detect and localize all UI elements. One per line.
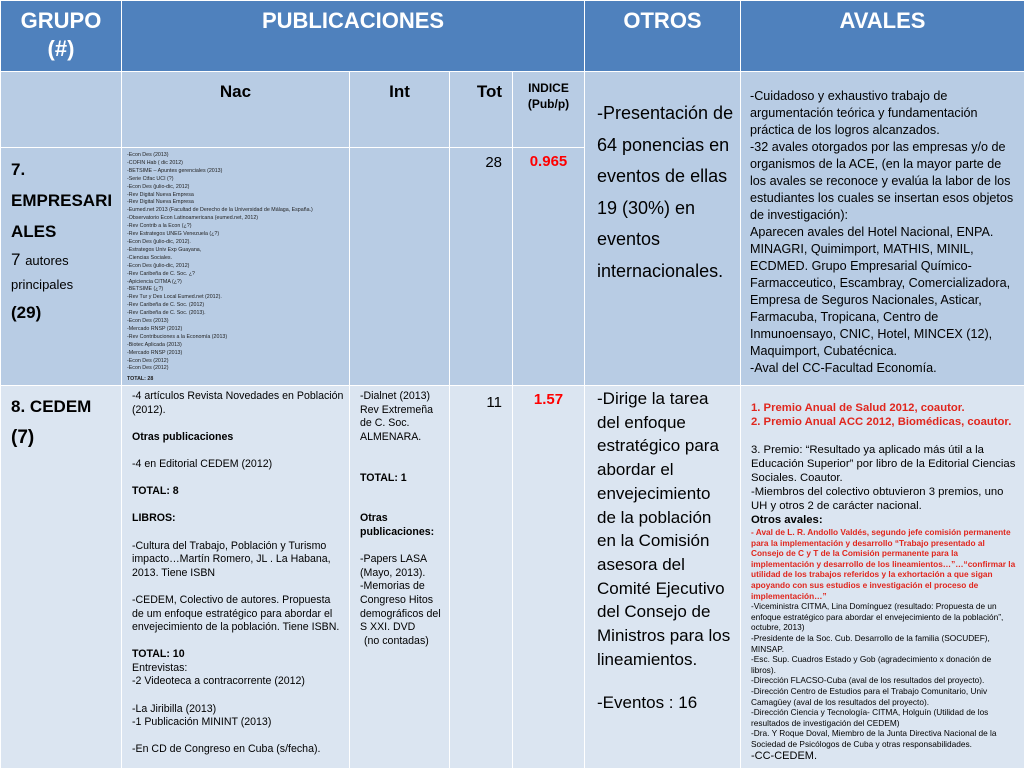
row8-int-h1: Otras publicaciones: [360, 512, 435, 538]
row8-nac [122, 386, 350, 768]
row8-nac-h1: Otras publicaciones [132, 430, 234, 443]
row8-aval-p3: 3. Premio: “Resultado ya aplicado más útil a la Educación Superior” por libro de la Editorial Ciencias Sociales. Coautor. [751, 444, 1016, 484]
row8-avales [741, 386, 1024, 768]
row7-principals: principales [11, 277, 74, 292]
row7-nac-item: -Econ Des (2012) [127, 365, 169, 372]
row7-avales: -Cuidadoso y exhaustivo trabajo de argumentación teórica y fundamentación práctica de los logros alcanzados. -32 avales otorgados por las empresas y/o de organismos de la ACE, (en la mayor parte de los avales se reconoce y evalúa la labor de los estudiantes los cuales se insertan esos objetos de investigación): Aparecen avales del Hotel Nacional, ENPA. MINAGRI, Quimimport, MATHIS, MINIL, ECDMED. Grupo Empresarial Químico- Farmacceutico, Escambray, Comercializadora, Empresa de Seguros Nacionales, Asticar, Farmacuba, Tropicana, Centro de Inmunoensayo, CNIC, Hotel, MINCEX (12), Maquimport, Cubatécnica. -Aval del CC-Facultad Economía. [741, 72, 1024, 386]
row7-nac-item: -Eumed.net 2013 (Facultad de Derecho de la Universidad de Málaga, España.) [127, 207, 313, 214]
row7-nac-item: -Rev Caribeña de C. Soc. ¿? [127, 270, 196, 277]
row7-nac-item: -Rev Caribeña de C. Soc. (2013). [127, 310, 206, 317]
row8-tot: 11 [450, 386, 513, 768]
row7-nac-item: -Mercado RNSP (2012) [127, 325, 183, 332]
row8-nac-h3: Entrevistas: [132, 661, 188, 674]
row8-otros-text: -Dirige la tarea del enfoque estratégico para abordar el envejecimiento de la población en la Comisión asesora del Comité Ejecutivo del Consejo de Ministros para los lineamientos. [597, 389, 731, 669]
row8-number: 8. [11, 397, 26, 416]
row7-nac-list [122, 148, 349, 384]
row7-nac-item: -Econ Des (2013) [127, 318, 169, 325]
row8-nac-l3: -Cultura del Trabajo, Población y Turismo impacto…Martín Romero, JL . La Habana, 2013. Tiene ISBN [132, 539, 331, 579]
row7-nac-item: -Rev Estrategos UNEG Venezuela (¿?) [127, 231, 220, 238]
row8-count: (7) [11, 427, 35, 448]
row-cedem [1, 386, 1024, 768]
row7-nac-item: -Rev Caribeña de C. Soc. (2012) [127, 302, 205, 309]
row8-aval-s2: -Presidente de la Soc. Cub. Desarrollo de la familia (SOCUDEF), MINSAP. [751, 632, 990, 654]
row8-group [1, 386, 122, 768]
row8-nac-t1: TOTAL: 8 [132, 485, 179, 498]
row7-nac-item: -BETSIME – Apuntes gerenciales (2013) [127, 167, 223, 174]
row8-int-l4: (no contadas) [364, 634, 429, 647]
row8-aval-s3: -Esc. Sup. Cuadros Estado y Gob (agradecimiento x donación de libros). [751, 654, 992, 675]
row7-nac-item: -BETSIME (¿?) [127, 286, 164, 293]
row7-int [350, 148, 450, 386]
row8-indice: 1.57 [513, 386, 585, 768]
row8-aval-s4: -Dirección FLACSO-Cuba (aval de los resultados del proyecto). [751, 675, 985, 686]
row8-nac-l7: -1 Publicación MININT (2013) [132, 716, 272, 729]
header-grupo: GRUPO (#) [1, 1, 122, 72]
row8-nac-l4: -CEDEM, Colectivo de autores. Propuesta de um enfoque estratégico para abordar el envejecimiento de la población. Tiene ISBN. [132, 593, 340, 634]
row7-nac-item: -Ciencias Sociales. [127, 254, 173, 261]
row8-nac-h2: LIBROS: [132, 512, 176, 525]
row8-aval-h1: Otros avales: [751, 514, 823, 526]
row7-authors: 7 [11, 250, 21, 269]
row7-nac-item: -Mercado RNSP (2013) [127, 349, 183, 356]
header-row [1, 1, 1024, 72]
row8-aval-r1: - Aval de L. R. Andollo Valdés, segundo jefe comisión permanente para la implementación y desarrollo “Trabajo presentado al Consejo de C y T de la Comisión permanente para la implementación y desarrollo de los lineamientos…”…“confirmar la utilidad de los trabajos referidos y la exhortación a que sigan apoyando con sus estudios e investigación el proceso de implementación…” [751, 527, 1016, 601]
row8-nac-l6: -La Jiribilla (2013) [132, 702, 217, 715]
row7-indice: 0.965 [513, 148, 585, 386]
subheader-empty [1, 72, 122, 148]
subheader-tot: Tot [450, 72, 513, 148]
row7-nac-item: -COFIN Hab ( dic 2012) [127, 159, 183, 166]
subheader-nac: Nac [122, 72, 350, 148]
row8-int-l3: -Memorias de Congreso Hitos demográficos del S XXI. DVD [360, 580, 441, 634]
row8-aval-s1: -Viceministra CITMA, Lina Domínguez (resultado: Propuesta de un enfoque estratégico para abordar el envejecimiento de la población”, octubre, 2013) [751, 601, 1004, 633]
row8-otros [585, 386, 741, 768]
row7-nac-item: -Rev Digital Nueva Empresa [127, 199, 194, 206]
row8-nac-l2: -4 en Editorial CEDEM (2012) [132, 457, 273, 470]
row7-nac-item: -Rev Contribuciones a la Economía (2013) [127, 333, 228, 340]
row7-tot: 28 [450, 148, 513, 386]
row7-otros: -Presentación de 64 ponencias en eventos de ellas 19 (30%) en eventos internacionales. [585, 72, 741, 386]
header-publicaciones: PUBLICACIONES [122, 1, 585, 72]
row8-name: CEDEM [29, 397, 92, 416]
row7-nac-item: -Serie Ctfac UCI (?) [127, 175, 174, 182]
header-avales: AVALES [741, 1, 1024, 72]
row7-nac-item: -Biotec Aplicada (2013) [127, 341, 182, 348]
row8-aval-s5: -Dirección Centro de Estudios para el Trabajo Comunitario, Univ Camagüey (aval de los resultados del proyecto). [751, 685, 988, 707]
row8-otros-eventos: -Eventos : 16 [597, 693, 698, 713]
row8-nac-l8: -En CD de Congreso en Cuba (s/fecha). [132, 743, 321, 756]
row8-nac-l1: -4 artículos Revista Novedades en Población (2012). [132, 390, 344, 416]
row7-nac-item: -Econ Des (julio-dic, 2012) [127, 183, 190, 190]
row7-group: 7. EMPRESARI ALES 7 autores principales (29) [1, 148, 122, 386]
row7-nac-item: -Rev Contrib a la Econ (¿?) [127, 223, 192, 230]
row8-aval-s8: -CC-CEDEM. [751, 750, 817, 763]
row7-nac-item: -Econ Des (julio-dic, 2012). [127, 238, 191, 245]
row8-nac-l5: -2 Videoteca a contracorrente (2012) [132, 675, 305, 688]
row8-int-l2: -Papers LASA (Mayo, 2013). [360, 553, 427, 579]
subheader-int: Int [350, 72, 450, 148]
row7-nac-item: -Econ Des (julio-dic, 2012) [127, 262, 190, 269]
subheader-row [1, 72, 1024, 148]
row7-nac-item: -Observatorio Econ Latinoamericana (eumed.net, 2012) [127, 215, 259, 222]
row8-aval-s7: -Dra. Y Roque Doval, Miembro de la Junta Directiva Nacional de la Sociedad de Psicólogos de Cuba y otras responsabilidades. [751, 728, 997, 749]
row7-nac-item: -Apiciencia CITMA (¿?) [127, 278, 182, 285]
row7-nac-item: -Econ Des (2013) [127, 152, 169, 158]
header-otros: OTROS [585, 1, 741, 72]
row8-aval-p2: 2. Premio Anual ACC 2012, Biomédicas, coautor. [751, 416, 1012, 428]
row7-count: (29) [11, 303, 42, 322]
row7-nac-item: -Rev Tur y Des Local Eumed.net (2012). [127, 294, 222, 301]
row8-int-l1: -Dialnet (2013) Rev Extremeña de C. Soc. ALMENARA. [360, 390, 434, 443]
row7-nac-item: -Econ Des (2012) [127, 357, 169, 364]
row7-authors-label: autores [25, 253, 69, 268]
row7-nac [122, 148, 350, 386]
row8-aval-p1: 1. Premio Anual de Salud 2012, coautor. [751, 402, 965, 414]
row8-aval-s6: -Dirección Ciencia y Tecnología- CITMA, Holguín (Utilidad de los resultados de investigación del CEDEM) [751, 707, 989, 728]
row8-int [350, 386, 450, 768]
row8-nac-t2: TOTAL: 10 [132, 648, 185, 661]
row7-nac-item: -Estrategos Univ Exp Guayana, [127, 246, 202, 253]
row7-nac-item: -Rev Digital Nueva Empresa [127, 191, 194, 198]
row8-int-t1: TOTAL: 1 [360, 471, 407, 484]
row7-nac-total: TOTAL: 28 [127, 376, 154, 383]
row8-aval-p4: -Miembros del colectivo obtuvieron 3 premios, uno UH y otros 2 de carácter nacional. [751, 486, 1004, 512]
subheader-indice: INDICE (Pub/p) [513, 72, 585, 148]
